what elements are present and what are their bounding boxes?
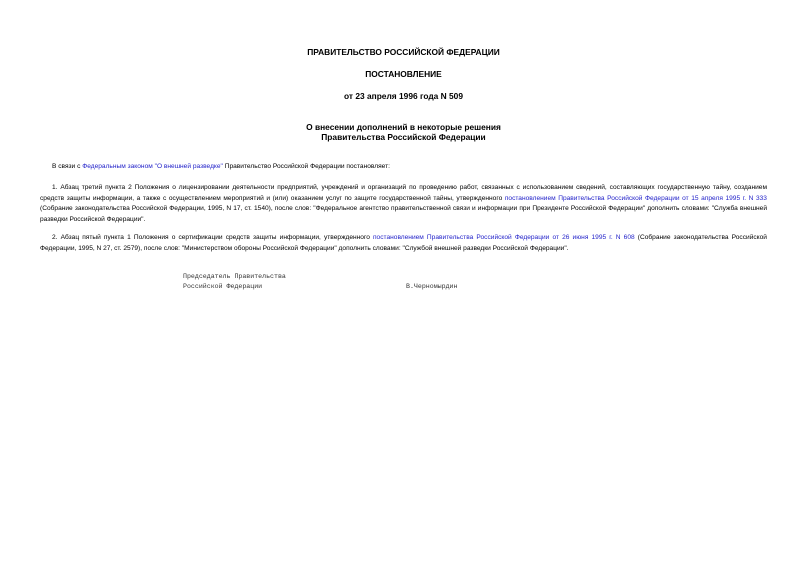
document-subject: [0, 122, 807, 142]
intro-text-after: Правительство Российской Федерации постановляет:: [222, 163, 390, 170]
federal-law-link[interactable]: Федеральным законом "О внешней разведке": [82, 163, 223, 170]
item-2-paragraph: [40, 233, 767, 254]
date-number-heading: от 23 апреля 1996 года N 509: [344, 91, 463, 101]
signatory-title-line-1: Председатель Правительства: [183, 273, 286, 280]
signatory-title-line-2: Российской Федерации: [183, 283, 263, 290]
item-1-text-after: (Собрание законодательства Российской Федерации, 1995, N 17, ст. 1540), после слов: "Федеральное агентство правительственной связи и информации при Президенте Российской Федерации" дополнить словами: "Служба внешней разведки Российской Федерации".: [40, 205, 767, 224]
signatory-name: В.Черномырдин: [406, 283, 458, 290]
subject-line-2: Правительства Российской Федерации: [321, 132, 486, 142]
intro-text-before: В связи с: [52, 163, 83, 170]
government-heading: ПРАВИТЕЛЬСТВО РОССИЙСКОЙ ФЕДЕРАЦИИ: [307, 47, 500, 57]
item-1-paragraph: [40, 183, 767, 226]
subject-line-1: О внесении дополнений в некоторые решения: [306, 122, 501, 132]
item-2-text-after: (Собрание законодательства Российской Федерации, 1995, N 27, ст. 2579), после слов: "Министерством обороны Российской Федерации" дополнить словами: "Службой внешней разведки Российской Федерации".: [40, 234, 767, 252]
resolution-608-link[interactable]: постановлением Правительства Российской Федерации от 26 июня 1995 г. N 608: [372, 234, 635, 241]
intro-paragraph: [40, 162, 767, 173]
item-2-text-before: 2. Абзац пятый пункта 1 Положения о сертификации средств защиты информации, утвержденного: [52, 234, 373, 241]
item-1-text-before: 1. Абзац третий пункта 2 Положения о лицензировании деятельности предприятий, учреждений и организаций по проведению работ, связанных с использованием сведений, составляющих государственную тайну, созданием средств защиты информации, а также с осуществлением мероприятий и (или) оказанием услуг по защите государственной тайны, утвержденного: [40, 184, 767, 202]
document-type-heading: ПОСТАНОВЛЕНИЕ: [365, 69, 442, 79]
resolution-333-link[interactable]: постановлением Правительства Российской Федерации от 15 апреля 1995 г. N 333: [504, 194, 767, 202]
